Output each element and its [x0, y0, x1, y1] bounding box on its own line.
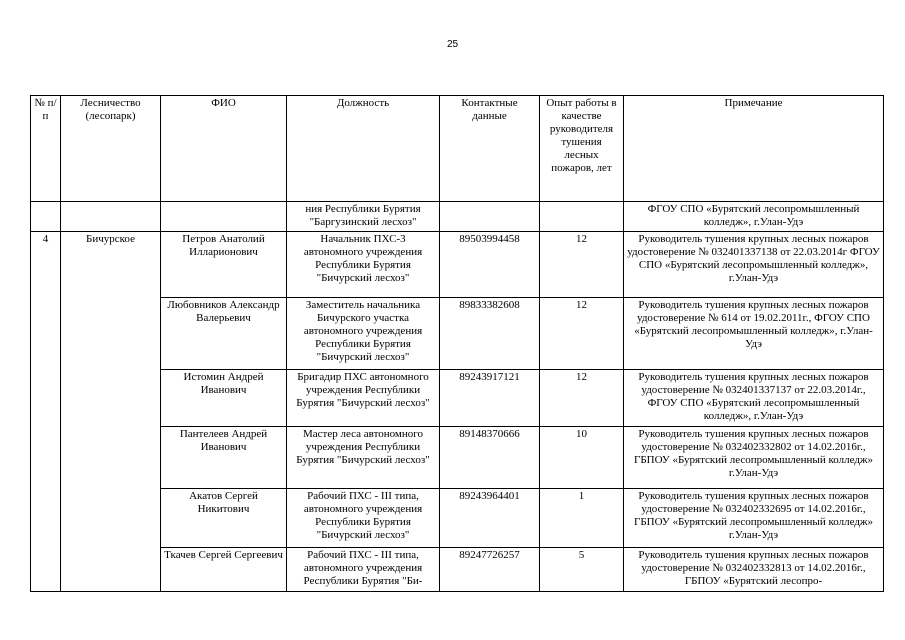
header-contact: Контактные данные	[440, 96, 540, 202]
header-note: Примечание	[624, 96, 884, 202]
cell-contact: 89833382608	[440, 298, 540, 370]
header-experience: Опыт работы в качестве руководителя тушения лесных пожаров, лет	[540, 96, 624, 202]
cell-name: Ткачев Сергей Сергеевич	[161, 548, 287, 592]
header-name: ФИО	[161, 96, 287, 202]
header-forestry: Лесничество (лесопарк)	[61, 96, 161, 202]
cell-contact: 89503994458	[440, 232, 540, 298]
cell-number: 4	[31, 232, 61, 592]
cell-experience: 5	[540, 548, 624, 592]
table-row	[31, 232, 884, 298]
cell-name	[161, 202, 287, 232]
cell-position: Рабочий ПХС - III типа, автономного учреждения Республики Бурятия "Бичурский лесхоз"	[287, 489, 440, 548]
header-number: № п/п	[31, 96, 61, 202]
header-row	[31, 96, 884, 202]
cell-name: Петров Анатолий Илларионович	[161, 232, 287, 298]
cell-note: Руководитель тушения крупных лесных пожаров удостоверение № 614 от 19.02.2011г., ФГОУ СПО «Бурятский лесопромышленный колледж», г.Улан-Удэ	[624, 298, 884, 370]
cell-position: Мастер леса автономного учреждения Республики Бурятия "Бичурский лесхоз"	[287, 427, 440, 489]
cell-name: Истомин Андрей Иванович	[161, 370, 287, 427]
cell-position: ния Республики Бурятия "Баргузинский лесхоз"	[287, 202, 440, 232]
cell-number	[31, 202, 61, 232]
cell-forestry: Бичурское	[61, 232, 161, 592]
cell-contact: 89148370666	[440, 427, 540, 489]
cell-position: Заместитель начальника Бичурского участка автономного учреждения Республики Бурятия "Бичурский лесхоз"	[287, 298, 440, 370]
cell-note: ФГОУ СПО «Бурятский лесопромышленный колледж», г.Улан-Удэ	[624, 202, 884, 232]
cell-contact: 89247726257	[440, 548, 540, 592]
cell-contact	[440, 202, 540, 232]
cell-position: Рабочий ПХС - III типа, автономного учреждения Республики Бурятия "Би-	[287, 548, 440, 592]
cell-experience: 10	[540, 427, 624, 489]
cell-note: Руководитель тушения крупных лесных пожаров удостоверение № 032402332802 от 14.02.2016г., ГБПОУ «Бурятский лесопромышленный колледж» г.Улан-Удэ	[624, 427, 884, 489]
table-row-continuation	[31, 202, 884, 232]
cell-name: Любовников Александр Валерьевич	[161, 298, 287, 370]
page-number: 25	[446, 39, 459, 50]
cell-name: Акатов Сергей Никитович	[161, 489, 287, 548]
cell-forestry	[61, 202, 161, 232]
header-position: Должность	[287, 96, 440, 202]
cell-position: Бригадир ПХС автономного учреждения Республики Бурятия "Бичурский лесхоз"	[287, 370, 440, 427]
cell-note: Руководитель тушения крупных лесных пожаров удостоверение № 032402332813 от 14.02.2016г., ГБПОУ «Бурятский лесопро-	[624, 548, 884, 592]
cell-note: Руководитель тушения крупных лесных пожаров удостоверение № 032401337138 от 22.03.2014г ФГОУ СПО «Бурятский лесопромышленный колледж», г.Улан-Удэ	[624, 232, 884, 298]
cell-position: Начальник ПХС-3 автономного учреждения Республики Бурятия "Бичурский лесхоз"	[287, 232, 440, 298]
cell-experience: 12	[540, 232, 624, 298]
cell-experience: 12	[540, 298, 624, 370]
cell-experience: 1	[540, 489, 624, 548]
cell-experience	[540, 202, 624, 232]
forest-fire-leaders-table	[30, 95, 884, 592]
cell-experience: 12	[540, 370, 624, 427]
cell-note: Руководитель тушения крупных лесных пожаров удостоверение № 032401337137 от 22.03.2014г., ФГОУ СПО «Бурятский лесопромышленный колледж», г.Улан-Удэ	[624, 370, 884, 427]
cell-contact: 89243917121	[440, 370, 540, 427]
cell-note: Руководитель тушения крупных лесных пожаров удостоверение № 032402332695 от 14.02.2016г., ГБПОУ «Бурятский лесопромышленный колледж» г.Улан-Удэ	[624, 489, 884, 548]
cell-contact: 89243964401	[440, 489, 540, 548]
cell-name: Пантелеев Андрей Иванович	[161, 427, 287, 489]
